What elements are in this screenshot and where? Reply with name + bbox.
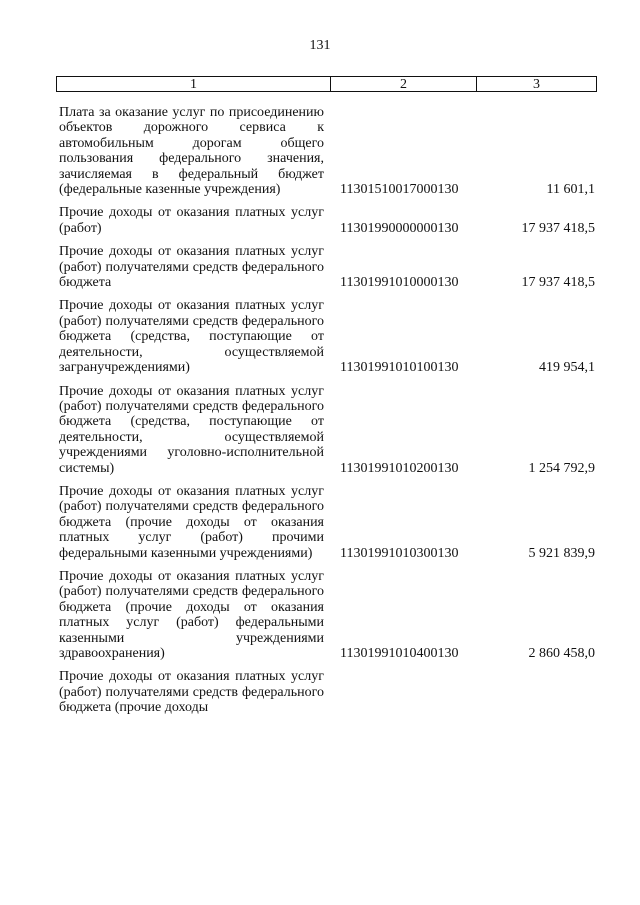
table-row [59,569,597,661]
table-row [59,105,597,197]
table-header [56,76,597,92]
row-description: Прочие доходы от оказания платных услуг (работ) получателями средств федерального бюджета [59,244,324,291]
table-body [59,105,597,724]
row-code: 11301990000000130 [340,220,459,236]
page-number: 131 [309,38,331,53]
row-code: 11301510017000130 [340,182,459,198]
column-header-description: 1 [190,77,197,92]
row-code: 11301991010000130 [340,275,459,291]
row-description: Плата за оказание услуг по присоединению объектов дорожного сервиса к автомобильным дорогам общего пользования федерального значения, зачисляемая в федеральный бюджет (федеральные казенные учреждения) [59,105,324,198]
row-amount: 5 921 839,9 [528,545,595,561]
row-amount: 17 937 418,5 [521,220,595,236]
row-description: Прочие доходы от оказания платных услуг (работ) получателями средств федерального бюджета (прочие доходы [59,669,324,716]
row-code: 11301991010200130 [340,460,459,476]
row-code: 11301991010100130 [340,360,459,376]
row-code: 11301991010300130 [340,545,459,561]
row-description: Прочие доходы от оказания платных услуг (работ) получателями средств федерального бюджета (средства, поступающие от деятельности, осуществляемой загранучреждениями) [59,298,324,376]
table-row [59,244,597,290]
row-description: Прочие доходы от оказания платных услуг (работ) получателями средств федерального бюджета (прочие доходы от оказания платных услуг (работ) прочими федеральными казенными учреждениями) [59,483,324,561]
table-row [59,484,597,561]
table-row [59,205,597,236]
column-header-amount: 3 [476,77,596,91]
table-row [59,669,597,715]
row-amount: 419 954,1 [539,360,595,376]
row-amount: 11 601,1 [546,182,595,198]
table-row [59,384,597,476]
row-description: Прочие доходы от оказания платных услуг (работ) получателями средств федерального бюджета (прочие доходы от оказания платных услуг (работ) федеральными казенными учреждениями здравоохранения) [59,568,324,661]
row-description: Прочие доходы от оказания платных услуг (работ) получателями средств федерального бюджета (средства, поступающие от деятельности, осуществляемой учреждениями уголовно-исполнительной системы) [59,383,324,476]
row-description: Прочие доходы от оказания платных услуг (работ) [59,205,324,236]
table-row [59,298,597,375]
row-code: 11301991010400130 [340,646,459,661]
column-header-code: 2 [330,77,476,91]
row-amount: 1 254 792,9 [528,460,595,476]
row-amount: 2 860 458,0 [528,646,595,661]
row-amount: 17 937 418,5 [521,275,595,291]
